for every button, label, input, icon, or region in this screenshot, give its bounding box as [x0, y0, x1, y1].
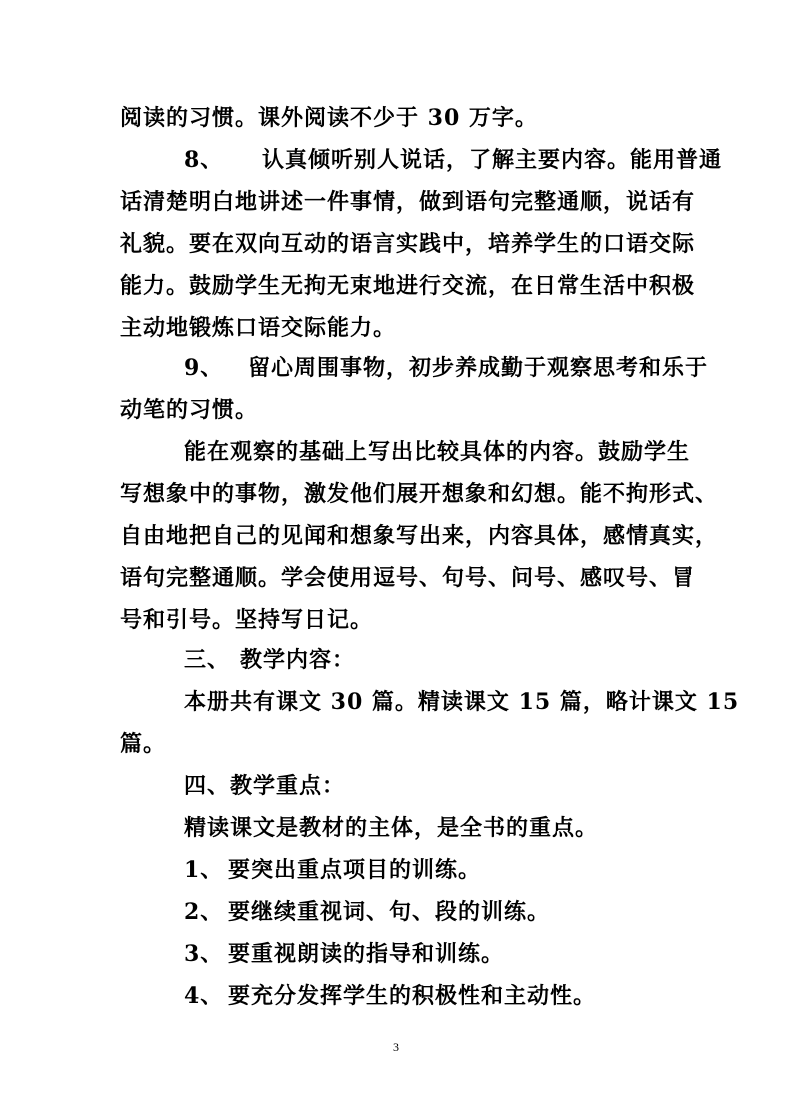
list-item-4 — [184, 976, 596, 1016]
page-number: 3 — [393, 1040, 399, 1054]
text-line-16: 篇。 — [120, 731, 167, 757]
list-number: 3、 — [184, 941, 224, 967]
text-line-12: 语句完整通顺。学会使用逗号、句号、问号、感叹号、冒 — [120, 565, 696, 591]
list-number: 2、 — [184, 899, 224, 925]
list-number: 8、 — [184, 147, 224, 173]
text-line-18: 精读课文是教材的主体，是全书的重点。 — [184, 815, 599, 841]
list-text: 要继续重视词、句、段的训练。 — [228, 899, 551, 925]
text-line-11: 自由地把自己的见闻和想象写出来，内容具体，感情真实， — [120, 523, 719, 549]
section-heading-4: 四、教学重点： — [184, 773, 346, 799]
text-line-1: 阅读的习惯。课外阅读不少于 30 万字。 — [120, 105, 538, 131]
list-number: 9、 — [184, 355, 224, 381]
list-text: 留心周围事物，初步养成勤于观察思考和乐于 — [248, 355, 709, 381]
list-text: 认真倾听别人说话，了解主要内容。能用普通 — [262, 147, 723, 173]
list-item-3 — [184, 934, 504, 974]
section-title: 教学内容： — [240, 647, 356, 673]
text-line-3: 话清楚明白地讲述一件事情，做到语句完整通顺，说话有 — [120, 189, 696, 215]
section-number: 三、 — [184, 647, 231, 673]
list-item-1 — [184, 850, 481, 890]
text-line-10: 写想象中的事物，激发他们展开想象和幻想。能不拘形式、 — [120, 481, 719, 507]
text-line-15: 本册共有课文 30 篇。精读课文 15 篇，略计课文 15 — [184, 689, 740, 715]
list-text: 要重视朗读的指导和训练。 — [228, 941, 505, 967]
list-item-9 — [184, 348, 708, 388]
list-text: 要突出重点项目的训练。 — [228, 857, 482, 883]
text-line-13: 号和引号。坚持写日记。 — [120, 607, 374, 633]
list-item-8 — [184, 140, 722, 180]
list-number: 4、 — [184, 983, 224, 1009]
text-line-9: 能在观察的基础上写出比较具体的内容。鼓励学生 — [184, 439, 691, 465]
section-heading-3 — [184, 640, 355, 680]
text-line-6: 主动地锻炼口语交际能力。 — [120, 315, 397, 341]
text-line-4: 礼貌。要在双向互动的语言实践中，培养学生的口语交际 — [120, 231, 696, 257]
text-line-8: 动笔的习惯。 — [120, 397, 259, 423]
text-line-5: 能力。鼓励学生无拘无束地进行交流，在日常生活中积极 — [120, 273, 696, 299]
list-text: 要充分发挥学生的积极性和主动性。 — [228, 983, 597, 1009]
list-number: 1、 — [184, 857, 224, 883]
list-item-2 — [184, 892, 550, 932]
